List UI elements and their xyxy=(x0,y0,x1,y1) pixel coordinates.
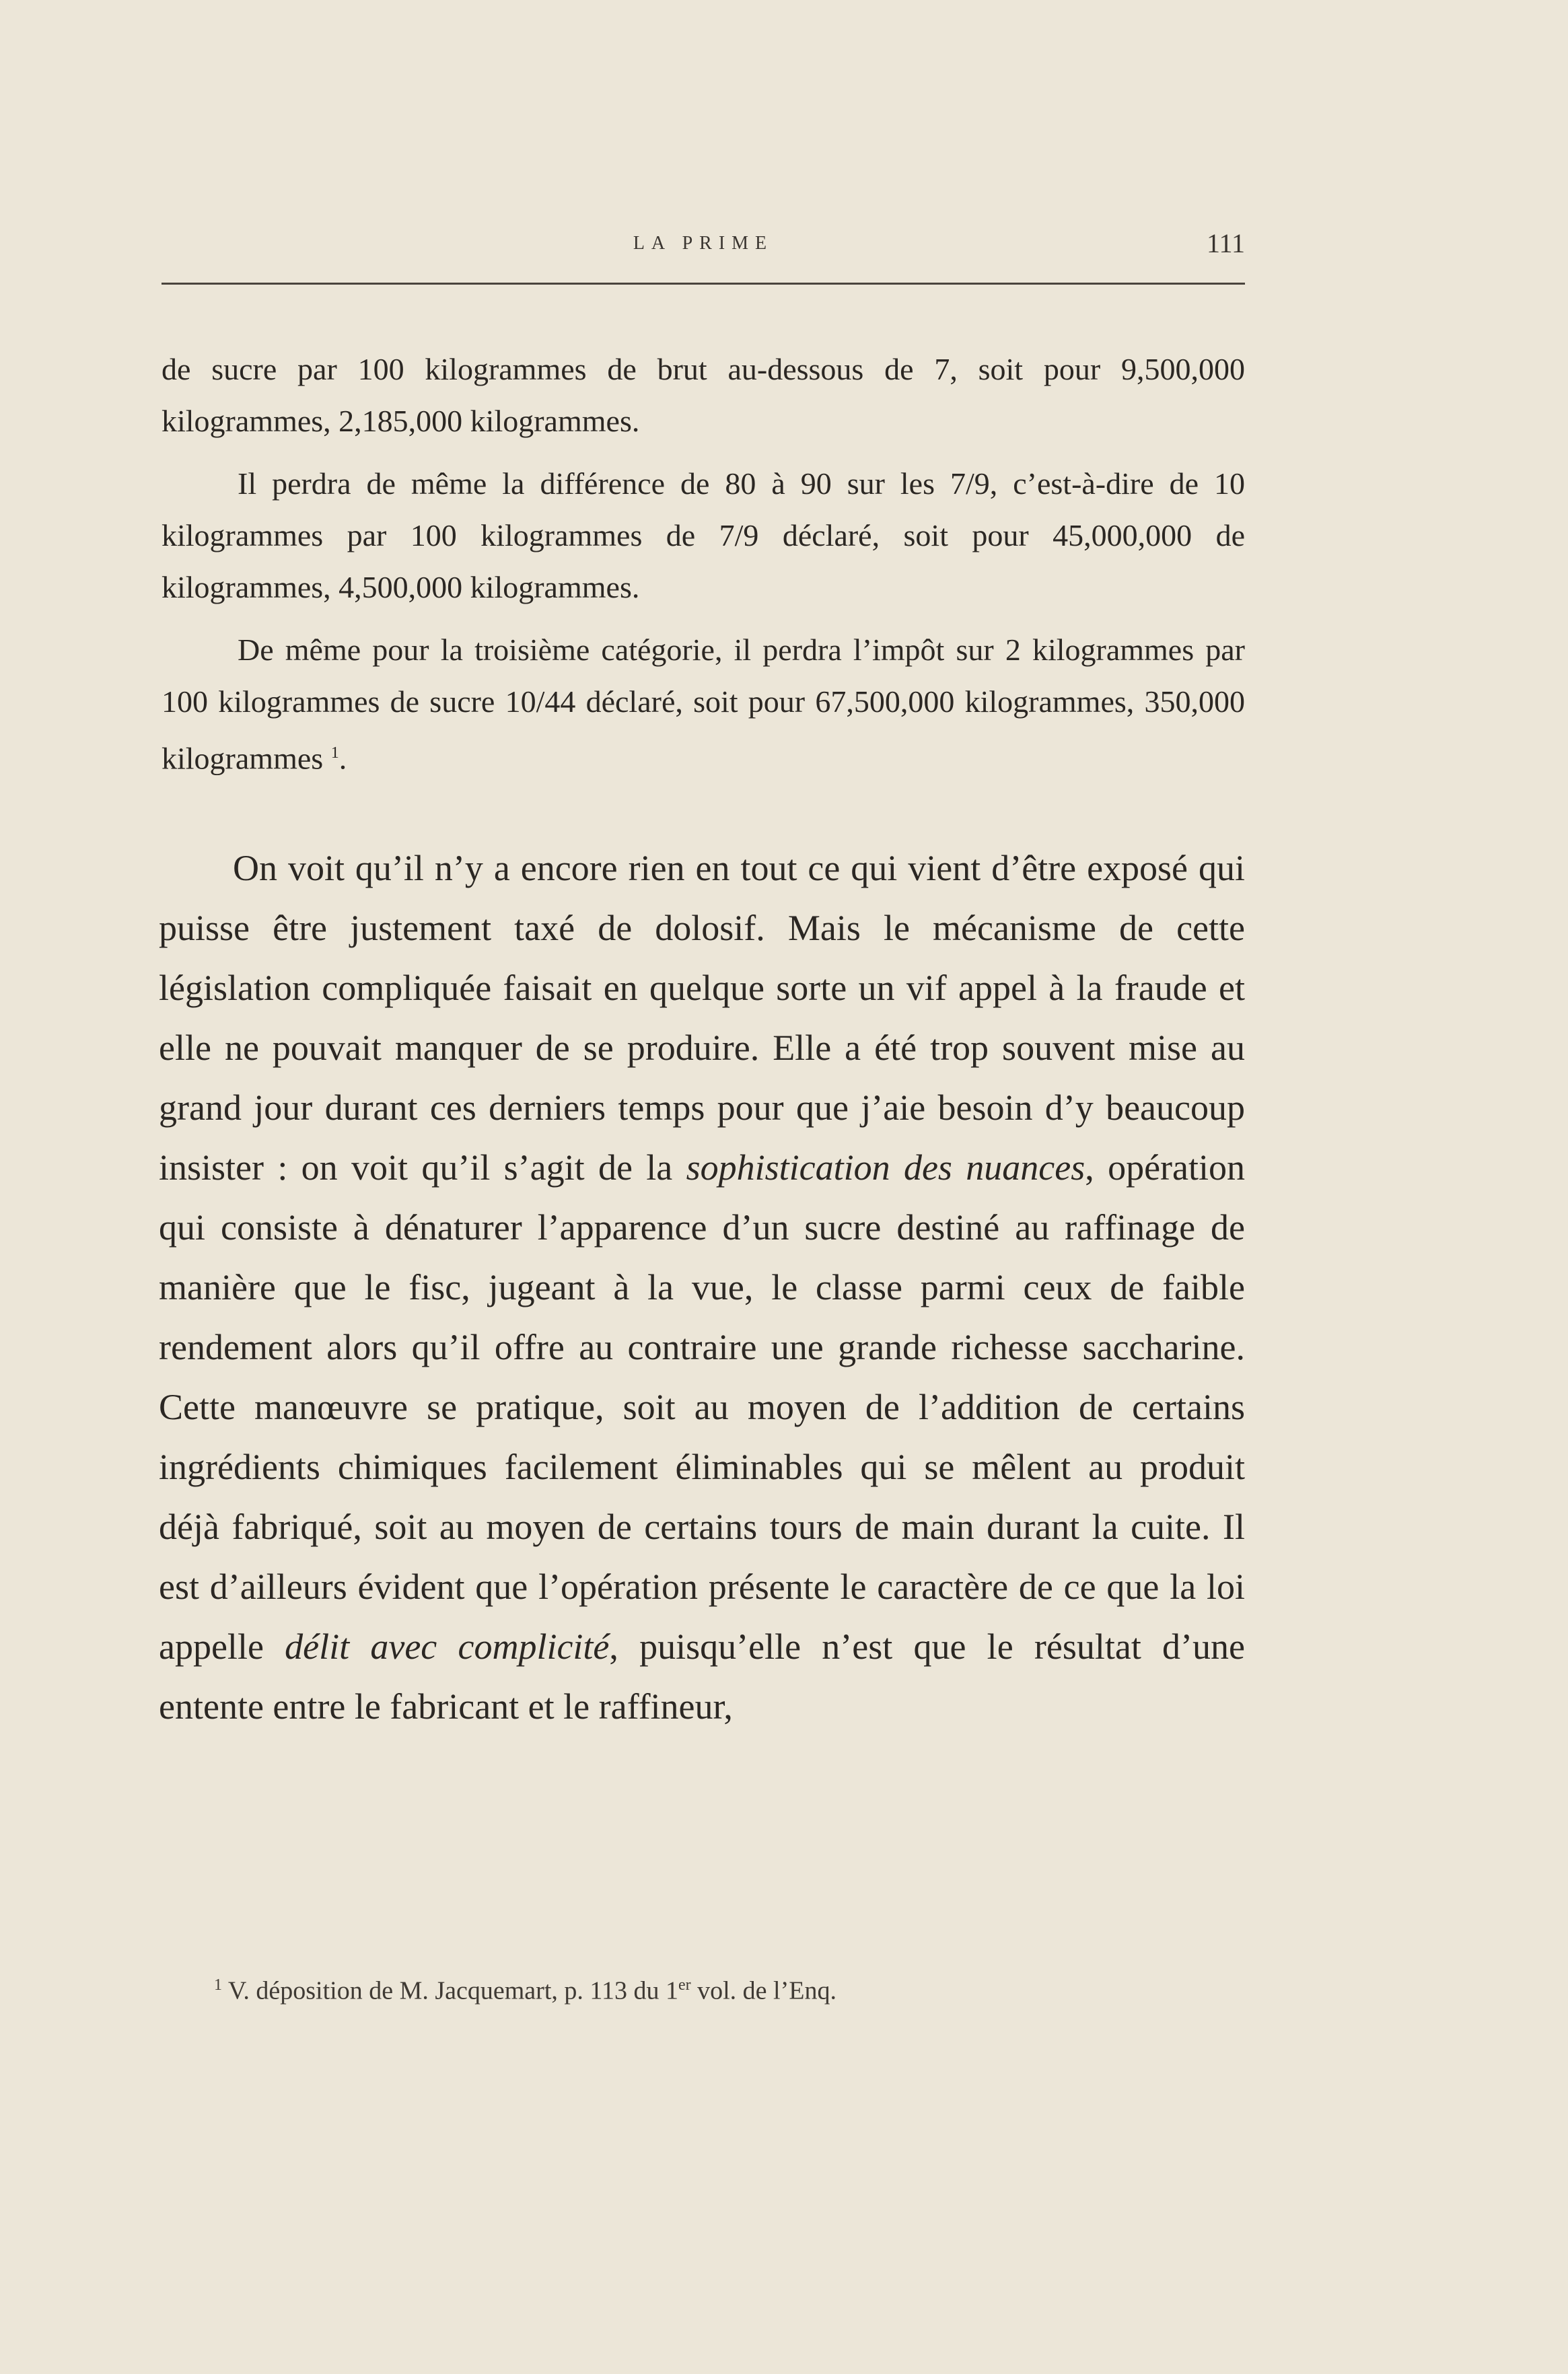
footnote-superscript: er xyxy=(678,1976,691,1994)
calculation-paragraph-3 xyxy=(162,624,1245,784)
footnote-marker: 1 xyxy=(214,1976,222,1994)
calculation-paragraph-3-end: . xyxy=(338,741,347,776)
calculation-paragraph-1: de sucre par 100 kilogrammes de brut au-dessous de 7, soit pour 9,500,000 kilogrammes, 2,185,000 kilogrammes. xyxy=(162,352,1245,438)
calculation-paragraph-2: Il perdra de même la différence de 80 à 90 sur les 7/9, c’est-à-dire de 10 kilogrammes par 100 kilogrammes de 7/9 déclaré, soit pour 45,000,000 de kilogrammes, 4,500,000 kilogrammes. xyxy=(162,466,1245,604)
page-number: 111 xyxy=(1206,228,1245,258)
main-text xyxy=(159,838,1245,1737)
main-text-segment-3: , puisqu’elle n’est que le résultat d’une entente entre le fabricant et le raffineur, xyxy=(159,1626,1245,1727)
calculation-text xyxy=(162,343,1245,795)
main-text-segment-2: , opération qui consiste à dénaturer l’apparence d’un sucre destiné au raffinage de manière que le fisc, jugeant à la vue, le classe parmi ceux de faible rendement alors qu’il offre au contraire une grande richesse saccharine. Cette manœuvre se pratique, soit au moyen de l’addition de certains ingrédients chimiques facilement éliminables qui se mêlent au produit déjà fabriqué, soit au moyen de certains tours de main durant la cuite. Il est d’ailleurs évident que l’opération présente le caractère de ce que la loi appelle xyxy=(159,1147,1245,1667)
footnote-text-after: vol. de l’Enq. xyxy=(690,1976,836,2005)
running-head xyxy=(162,227,1245,268)
footnote xyxy=(214,1968,1190,2008)
main-text-segment-1: On voit qu’il n’y a encore rien en tout ce qui vient d’être exposé qui puisse être justement taxé de dolosif. Mais le mécanisme de cette législation compliquée faisait en quelque sorte un vif appel à la fraude et elle ne pouvait manquer de se produire. Elle a été trop souvent mise au grand jour durant ces derniers temps pour que j’aie besoin d’y beaucoup insister : on voit qu’il s’agit de la xyxy=(159,848,1245,1188)
running-title: LA PRIME xyxy=(633,233,774,254)
calculation-paragraph-3-text: De même pour la troisième catégorie, il perdra l’impôt sur 2 kilogrammes par 100 kilogrammes de sucre 10/44 déclaré, soit pour 67,500,000 kilogrammes, 350,000 kilogrammes xyxy=(162,633,1245,776)
header-rule xyxy=(162,283,1245,285)
italic-term-sophistication: sophistication des nuances xyxy=(686,1147,1085,1188)
footnote-reference: 1 xyxy=(330,744,339,762)
italic-term-delit: délit avec complicité xyxy=(285,1626,610,1667)
footnote-text-before: V. déposition de M. Jacquemart, p. 113 du 1 xyxy=(227,1976,678,2005)
main-paragraph xyxy=(159,838,1245,1737)
